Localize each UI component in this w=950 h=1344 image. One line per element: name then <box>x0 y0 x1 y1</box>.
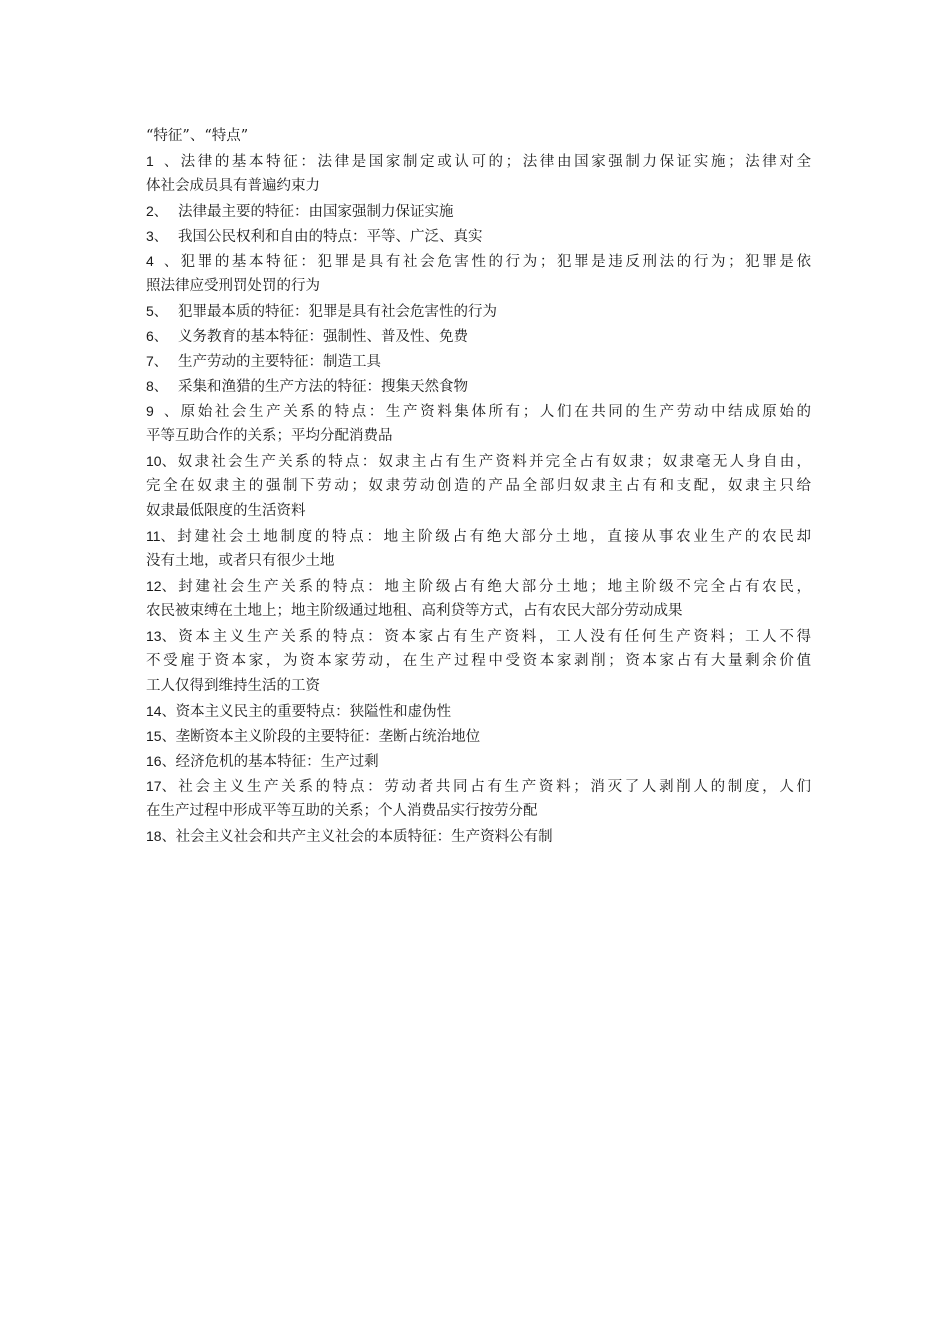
list-item <box>146 574 811 624</box>
item-text: 完全在奴隶主的强制下劳动；奴隶劳动创造的产品全部归奴隶主占有和支配，奴隶主只给 <box>146 478 811 494</box>
list-item <box>146 524 811 574</box>
item-line <box>146 724 811 749</box>
list-item <box>146 374 811 399</box>
item-list <box>146 149 811 849</box>
item-text: 工人仅得到维持生活的工资 <box>146 678 320 694</box>
item-text: 资本主义生产关系的特点：资本家占有生产资料，工人没有任何生产资料；工人不得 <box>175 629 811 645</box>
item-text: 我国公民权利和自由的特点：平等、广泛、真实 <box>178 229 483 245</box>
item-text: 没有土地，或者只有很少土地 <box>146 553 335 569</box>
item-text: 照法律应受刑罚处罚的行为 <box>146 278 320 294</box>
list-item <box>146 699 811 724</box>
item-text: 经济危机的基本特征：生产过剩 <box>175 754 379 770</box>
item-text: 农民被束缚在土地上；地主阶级通过地租、高利贷等方式，占有农民大部分劳动成果 <box>146 603 683 619</box>
item-number: 9、 <box>146 403 178 419</box>
document-page <box>146 124 811 849</box>
item-text: 生产劳动的主要特征：制造工具 <box>178 354 381 370</box>
list-item <box>146 349 811 374</box>
item-line <box>146 474 811 499</box>
list-item <box>146 249 811 299</box>
item-number: 14、 <box>146 703 176 719</box>
item-text: 采集和渔猎的生产方法的特征：搜集天然食物 <box>178 379 468 395</box>
item-text: 奴隶最低限度的生活资料 <box>146 503 306 519</box>
item-line <box>146 299 811 324</box>
item-number: 17、 <box>146 778 176 794</box>
item-number: 11、 <box>146 528 175 544</box>
item-text: 法律的基本特征：法律是国家制定或认可的；法律由国家强制力保证实施；法律对全 <box>178 154 811 170</box>
item-number: 6、 <box>146 328 168 344</box>
item-line <box>146 174 811 199</box>
item-text: 社会主义社会和共产主义社会的本质特征：生产资料公有制 <box>175 829 553 845</box>
list-item <box>146 774 811 824</box>
item-number: 16、 <box>146 753 176 769</box>
list-item <box>146 449 811 524</box>
list-item <box>146 149 811 199</box>
item-text: 原始社会生产关系的特点：生产资料集体所有；人们在共同的生产劳动中结成原始的 <box>178 404 811 420</box>
item-text: 法律最主要的特征：由国家强制力保证实施 <box>178 204 454 220</box>
list-item <box>146 624 811 699</box>
item-line <box>146 674 811 699</box>
item-text: 封建社会土地制度的特点：地主阶级占有绝大部分土地，直接从事农业生产的农民却 <box>174 529 811 545</box>
item-line <box>146 524 811 549</box>
item-text: 在生产过程中形成平等互助的关系；个人消费品实行按劳分配 <box>146 803 538 819</box>
item-number: 4、 <box>146 253 178 269</box>
item-number: 13、 <box>146 628 176 644</box>
list-item <box>146 324 811 349</box>
item-line <box>146 499 811 524</box>
item-text: 平等互助合作的关系；平均分配消费品 <box>146 428 393 444</box>
item-text: 垄断资本主义阶段的主要特征：垄断占统治地位 <box>175 729 481 745</box>
list-item <box>146 824 811 849</box>
item-line <box>146 374 811 399</box>
item-line <box>146 349 811 374</box>
list-item <box>146 224 811 249</box>
item-number: 1、 <box>146 153 178 169</box>
list-item <box>146 199 811 224</box>
item-text: 犯罪的基本特征：犯罪是具有社会危害性的行为；犯罪是违反刑法的行为；犯罪是依 <box>178 254 811 270</box>
item-line <box>146 574 811 599</box>
item-line <box>146 824 811 849</box>
item-number: 15、 <box>146 728 176 744</box>
item-line <box>146 149 811 174</box>
item-line <box>146 399 811 424</box>
item-text: 资本主义民主的重要特点：狭隘性和虚伪性 <box>175 704 452 720</box>
item-number: 18、 <box>146 828 176 844</box>
item-text: 不受雇于资本家，为资本家劳动，在生产过程中受资本家剥削；资本家占有大量剩余价值 <box>146 653 811 669</box>
item-text: 社会主义生产关系的特点：劳动者共同占有生产资料；消灭了人剥削人的制度，人们 <box>175 779 811 795</box>
item-line <box>146 699 811 724</box>
item-line <box>146 324 811 349</box>
list-item <box>146 299 811 324</box>
item-text: 奴隶社会生产关系的特点：奴隶主占有生产资料并完全占有奴隶；奴隶毫无人身自由， <box>175 454 811 470</box>
item-line <box>146 774 811 799</box>
item-number: 2、 <box>146 203 168 219</box>
item-number: 12、 <box>146 578 176 594</box>
item-line <box>146 624 811 649</box>
list-item <box>146 724 811 749</box>
item-text: 体社会成员具有普遍约束力 <box>146 178 320 194</box>
item-number: 8、 <box>146 378 168 394</box>
item-number: 5、 <box>146 303 168 319</box>
item-line <box>146 599 811 624</box>
item-line <box>146 249 811 274</box>
item-line <box>146 799 811 824</box>
item-text: 义务教育的基本特征：强制性、普及性、免费 <box>178 329 468 345</box>
item-text: 犯罪最本质的特征：犯罪是具有社会危害性的行为 <box>178 304 497 320</box>
item-line <box>146 224 811 249</box>
item-line <box>146 549 811 574</box>
item-line <box>146 649 811 674</box>
item-number: 3、 <box>146 228 168 244</box>
item-text: 封建社会生产关系的特点：地主阶级占有绝大部分土地；地主阶级不完全占有农民， <box>175 579 811 595</box>
item-line <box>146 424 811 449</box>
list-item <box>146 399 811 449</box>
item-line <box>146 749 811 774</box>
item-line <box>146 274 811 299</box>
item-line <box>146 449 811 474</box>
item-number: 10、 <box>146 453 176 469</box>
item-number: 7、 <box>146 353 168 369</box>
document-heading: “特征”、“特点” <box>146 128 249 144</box>
item-line <box>146 199 811 224</box>
list-item <box>146 749 811 774</box>
